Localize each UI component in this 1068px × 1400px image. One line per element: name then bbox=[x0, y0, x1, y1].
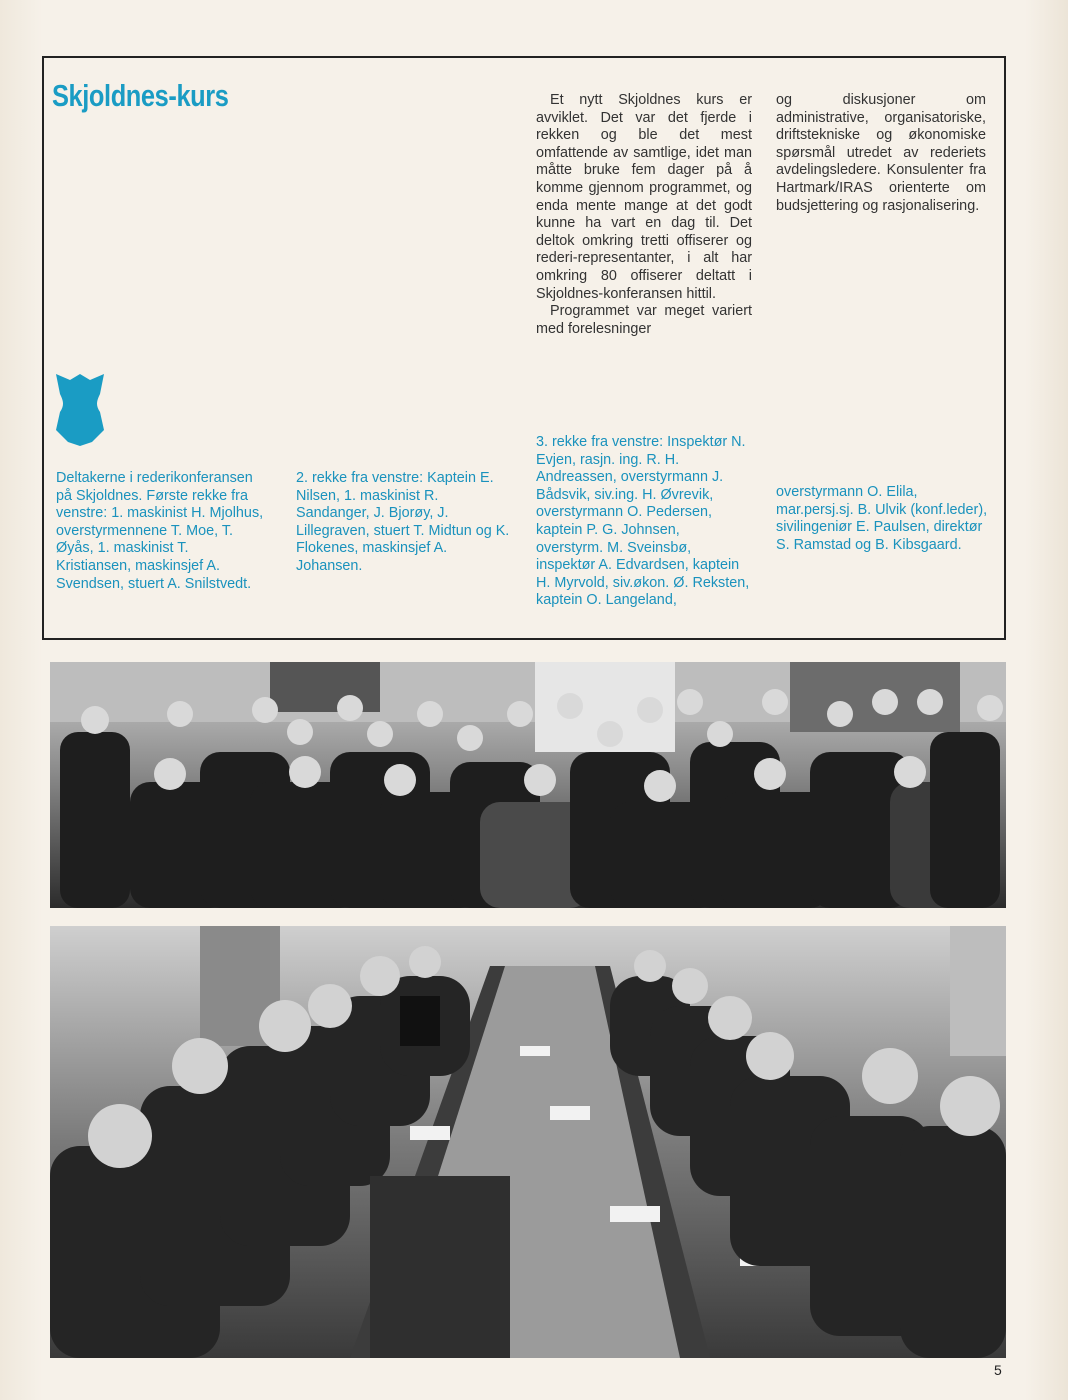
caption-row-4: overstyrmann O. Elila, mar.persj.sj. B. Ulvik (konf.leder), sivilingeniør E. Paulsen, direktør S. Ramstad og B. Kibsgaard. bbox=[776, 484, 988, 553]
conference-table-photo-image bbox=[50, 926, 1006, 1358]
caption-column-2 bbox=[296, 470, 510, 576]
article-body-column-1 bbox=[536, 92, 752, 338]
conference-table-photo bbox=[50, 926, 1006, 1358]
page-number: 5 bbox=[994, 1362, 1002, 1378]
caption-column-3 bbox=[536, 434, 750, 610]
skjoldnes-emblem-icon bbox=[54, 372, 106, 448]
caption-row-3: 3. rekke fra venstre: Inspektør N. Evjen, rasjn. ing. R. H. Andreassen, overstyrmann J. Bådsvik, siv.ing. H. Øvrevik, overstyrmann O. Pedersen, kaptein P. G. Johnsen, overstyrm. M. Sveinsbø, inspektør A. Edvardsen, kaptein H. Myrvold, siv.økon. Ø. Reksten, kaptein O. Langeland, bbox=[536, 434, 750, 609]
article-paragraph-1: Et nytt Skjoldnes kurs er avviklet. Det var det fjerde i rekken og ble det mest omfattende av samtlige, idet man måtte bruke fem dager på å komme gjennom programmet, og enda mente mange at det godt kunne ha vart en dag til. Det deltok omkring tretti offiserer og rederi-representanter, i alt har omkring 80 offiserer deltatt i Skjoldnes-konferansen hittil. bbox=[536, 92, 752, 302]
article-body-column-2 bbox=[776, 92, 986, 215]
caption-row-2: 2. rekke fra venstre: Kaptein E. Nilsen, 1. maskinist R. Sandanger, J. Bjorøy, J. Lillegraven, stuert T. Midtun og K. Flokenes, maskinsjef A. Johansen. bbox=[296, 470, 510, 574]
article-title: Skjoldnes-kurs bbox=[52, 78, 229, 113]
group-photo bbox=[50, 662, 1006, 908]
group-photo-image bbox=[50, 662, 1006, 908]
caption-column-1 bbox=[56, 470, 264, 593]
article-paragraph-3: og diskusjoner om administrative, organisatoriske, driftstekniske og økonomiske spørsmål utredet av rederiets avdelingsledere. Konsulenter fra Hartmark/IRAS orienterte om budsjettering og rasjonalisering. bbox=[776, 92, 986, 214]
article-paragraph-2: Programmet var meget variert med forelesninger bbox=[536, 303, 752, 337]
caption-row-1: Deltakerne i rederikonferansen på Skjoldnes. Første rekke fra venstre: 1. maskinist H. Mjolhus, overstyrmennene T. Moe, T. Øyås, 1. maskinist T. Kristiansen, maskinsjef A. Svendsen, stuert A. Snilstvedt. bbox=[56, 470, 264, 592]
caption-column-4 bbox=[776, 484, 988, 554]
